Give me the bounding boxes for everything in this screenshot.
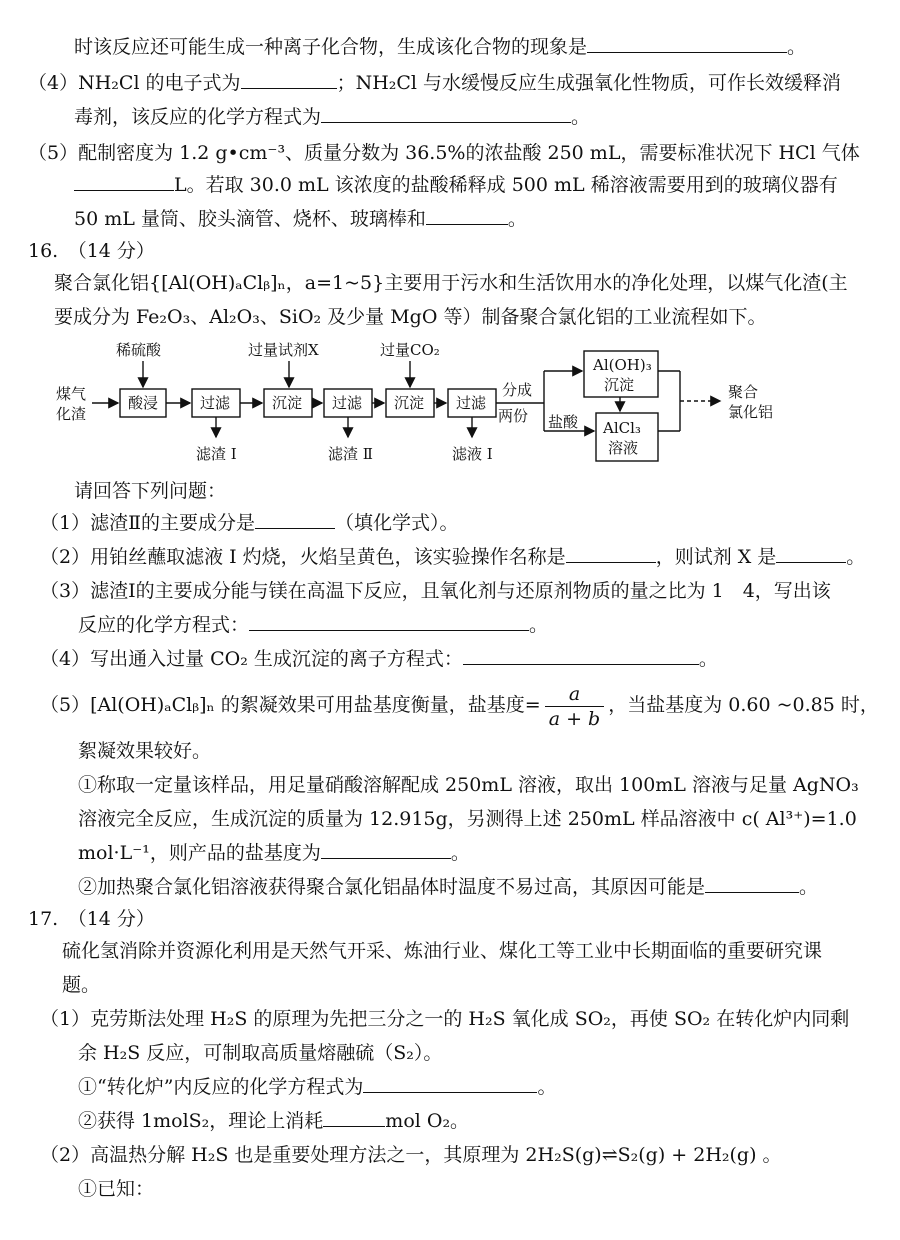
answer-blank[interactable] xyxy=(463,646,699,665)
flow-split-label: 两份 xyxy=(498,407,529,425)
q17-part2-item1: ①已知： xyxy=(78,1178,155,1200)
answer-blank[interactable] xyxy=(74,172,174,191)
answer-blank[interactable] xyxy=(566,544,656,563)
flow-product-label: 氯化铝 xyxy=(728,403,774,421)
flow-output-label: 滤渣 Ⅰ xyxy=(196,445,237,463)
q17-part1-line2: 余 H₂S 反应，可制取高质量熔融硫（S₂）。 xyxy=(78,1042,443,1064)
q16-sub1: （1）滤渣Ⅱ的主要成分是 （填化学式）。 xyxy=(40,512,459,534)
answer-blank[interactable] xyxy=(255,510,335,529)
flow-box-label: 沉淀 xyxy=(394,394,425,412)
q15-part5-line2: L。若取 30.0 mL 该浓度的盐酸稀释成 500 mL 稀溶液需要用到的玻璃仪器有 xyxy=(74,172,838,198)
basicity-fraction: $\frac{a}{a + b}$ xyxy=(545,682,605,731)
q17-intro-line2: 题。 xyxy=(62,974,101,996)
q16-sub5-line2: 絮凝效果较好。 xyxy=(78,740,212,762)
q15-part5-line1: （5）配制密度为 1.2 g•cm⁻³、质量分数为 36.5%的浓盐酸 250 mL，需要标准状况下 HCl 气体 xyxy=(28,142,860,164)
answer-blank[interactable] xyxy=(321,104,571,123)
flow-start-label: 化渣 xyxy=(56,405,87,423)
flow-box-label: AlCl₃ xyxy=(603,419,641,437)
q16-prompt: 请回答下列问题： xyxy=(74,480,227,502)
q17-part1-line1: （1）克劳斯法处理 H₂S 的原理为先把三分之一的 H₂S 氧化成 SO₂，再使 SO₂ 在转化炉内同剩 xyxy=(40,1008,850,1030)
q17-header: 17. （14 分） xyxy=(28,908,155,930)
flow-box-label: 过滤 xyxy=(332,394,363,412)
answer-blank[interactable] xyxy=(249,612,529,631)
flow-input-label: 过量试剂X xyxy=(248,341,319,359)
q16-sub3-line1: （3）滤渣Ⅰ的主要成分能与镁在高温下反应，且氧化剂与还原剂物质的量之比为 1 4，写出该 xyxy=(40,580,831,602)
q16-intro-line2: 要成分为 Fe₂O₃、Al₂O₃、SiO₂ 及少量 MgO 等）制备聚合氯化铝的工业流程如下。 xyxy=(54,306,767,328)
q16-intro-line1: 聚合氯化铝{[Al(OH)ₐClᵦ]ₙ，a=1~5}主要用于污水和生活饮用水的净化处理，以煤气化渣(主 xyxy=(54,272,848,294)
q17-part2-line1: （2）高温热分解 H₂S 也是重要处理方法之一，其原理为 2H₂S(g)⇌S₂(g) + 2H₂(g) 。 xyxy=(40,1144,782,1166)
flow-split-label: 分成 xyxy=(502,381,533,399)
q16-sub5-item1-line1: ①称取一定量该样品，用足量硝酸溶解配成 250mL 溶液，取出 100mL 溶液与足量 AgNO₃ xyxy=(78,774,859,796)
flow-box-label: 酸浸 xyxy=(128,394,159,412)
q16-sub5-item1-line2: 溶液完全反应，生成沉淀的质量为 12.915g，另测得上述 250mL 样品溶液中 c( Al³⁺)=1.0 xyxy=(78,808,857,830)
flow-box-label: 溶液 xyxy=(608,439,639,457)
q17-part1-item1: ①“转化炉”内反应的化学方程式为 。 xyxy=(78,1076,557,1098)
q15-part5-line3: 50 mL 量筒、胶头滴管、烧杯、玻璃棒和 。 xyxy=(74,208,527,230)
answer-blank[interactable] xyxy=(587,34,787,53)
q16-sub5-line1: （5）[Al(OH)ₐClᵦ]ₙ 的絮凝效果可用盐基度衡量，盐基度= $\frac{a}{a + b}$ ，当盐基度为 0.60 ~0.85 时， xyxy=(40,682,879,730)
flow-input-label: 稀硫酸 xyxy=(116,341,162,359)
q17-intro-line1: 硫化氢消除并资源化利用是天然气开采、炼油行业、煤化工等工业中长期面临的重要研究课 xyxy=(62,940,823,962)
answer-blank[interactable] xyxy=(363,1074,537,1093)
answer-blank[interactable] xyxy=(705,874,799,893)
answer-blank[interactable] xyxy=(321,840,451,859)
flow-box-label: 过滤 xyxy=(200,394,231,412)
answer-blank[interactable] xyxy=(776,544,846,563)
q15-continuation-line: 时该反应还可能生成一种离子化合物，生成该化合物的现象是 。 xyxy=(74,36,807,58)
flow-box-label: 沉淀 xyxy=(272,394,303,412)
q16-header: 16. （14 分） xyxy=(28,240,155,262)
q15-part4-line2: 毒剂，该反应的化学方程式为 。 xyxy=(74,106,591,128)
flow-box-label: 过滤 xyxy=(456,394,487,412)
process-flow-diagram xyxy=(0,335,900,475)
flow-output-label: 滤液 Ⅰ xyxy=(452,445,493,463)
q16-sub5-item1-line3: mol·L⁻¹，则产品的盐基度为 。 xyxy=(78,842,470,864)
q16-sub3-line2: 反应的化学方程式： 。 xyxy=(78,614,549,636)
q16-sub5-item2: ②加热聚合氯化铝溶液获得聚合氯化铝晶体时温度不易过高，其原因可能是 。 xyxy=(78,876,819,898)
flow-output-label: 滤渣 Ⅱ xyxy=(328,445,373,463)
q17-part1-item2: ②获得 1molS₂，理论上消耗 mol O₂。 xyxy=(78,1110,470,1132)
answer-blank[interactable] xyxy=(241,70,337,89)
flow-start-label: 煤气 xyxy=(56,385,87,403)
flow-product-label: 聚合 xyxy=(728,383,759,401)
flow-input-label: 盐酸 xyxy=(548,413,579,431)
answer-blank[interactable] xyxy=(426,206,508,225)
flow-input-label: 过量CO₂ xyxy=(380,341,440,359)
flow-box-label: 沉淀 xyxy=(604,376,635,394)
answer-blank[interactable] xyxy=(323,1108,385,1127)
q16-sub4: （4）写出通入过量 CO₂ 生成沉淀的离子方程式： 。 xyxy=(40,648,718,670)
q16-sub2: （2）用铂丝蘸取滤液 I 灼烧，火焰呈黄色，该实验操作名称是 ，则试剂 X 是 。 xyxy=(40,546,866,568)
q15-part4-line1: （4）NH₂Cl 的电子式为 ；NH₂Cl 与水缓慢反应生成强氧化性物质，可作长效缓释消 xyxy=(28,72,842,94)
flow-box-label: Al(OH)₃ xyxy=(593,356,652,374)
